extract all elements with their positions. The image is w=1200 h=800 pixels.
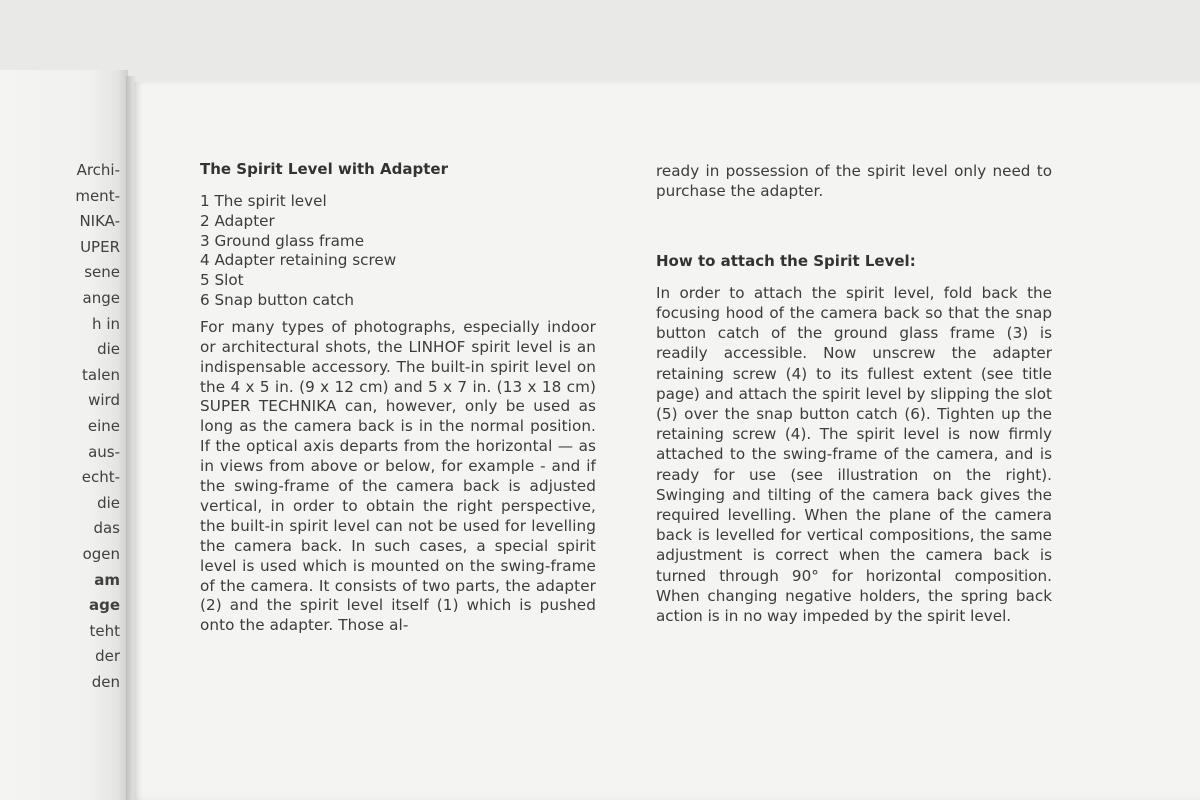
left-page-fragment: ment- xyxy=(75,186,120,205)
left-page-fragment: die xyxy=(97,340,120,359)
left-page-fragment: h in xyxy=(92,314,120,333)
part-item: 2 Adapter xyxy=(200,211,275,230)
attach-paragraph: In order to attach the spirit level, fold back the focusing hood of the camera back so that the snap button catch of the ground glass frame (3) is readily accessible. Now unscrew the adapter retaining screw (4) to its fullest extent (see title page) and attach the spirit level by slipping the slot (5) over the snap button catch (6). Tighten up the retaining screw (4). The spirit level is now firmly attached to the swing-frame of the camera, and is ready for use (see illustration on the right). Swinging and tilting of the camera back gives the required levelling. When the plane of the camera back is levelled for vertical compositions, the same adjustment is correct when the camera back is turned through 90° for horizontal composition. When changing negative holders, the spring back action is in no way impeded by the spirit level. xyxy=(656,283,1052,626)
intro-paragraph: For many types of photographs, especially indoor or architectural shots, the LINHOF spirit level is an indispensable accessory. The built-in spirit level on the 4 x 5 in. (9 x 12 cm) and 5 x 7 in. (13 x 18 cm) SUPER TECHNIKA can, however, only be used as long as the camera back is in the normal position. If the optical axis departs from the horizontal — as in views from above or below, for example - and if the swing-frame of the camera back is adjusted vertical, in order to obtain the right perspective, the built-in spirit level can not be used for levelling the camera back. In such cases, a special spirit level is used which is mounted on the swing-frame of the camera. It consists of two parts, the adapter (2) and the spirit level itself (1) which is pushed onto the adapter. Those al- xyxy=(200,317,596,635)
part-item: 1 The spirit level xyxy=(200,192,327,210)
left-page-fragment: die xyxy=(97,493,120,512)
part-item: 6 Snap button catch xyxy=(200,290,355,309)
left-page-fragment: echt- xyxy=(81,468,120,487)
left-column xyxy=(200,160,596,636)
left-page-fragment: ange xyxy=(82,288,120,307)
left-page-fragment: teht xyxy=(89,621,120,640)
right-page xyxy=(134,82,1200,800)
spirit-level-heading: The Spirit Level with Adapter xyxy=(200,160,448,178)
left-page-fragment: Archi- xyxy=(76,161,120,179)
left-page-fragment: ogen xyxy=(82,544,120,563)
left-page-fragment: eine xyxy=(87,416,120,435)
left-page-fragment: talen xyxy=(82,365,120,384)
left-page-text-fragments xyxy=(0,158,120,695)
left-page-fragment: wird xyxy=(88,391,120,410)
left-page-fragment: den xyxy=(91,672,120,691)
left-page-fragment: UPER xyxy=(80,237,120,256)
left-page-fragment: der xyxy=(95,647,120,666)
part-item: 5 Slot xyxy=(200,271,244,290)
part-item: 4 Adapter retaining screw xyxy=(200,251,397,270)
left-page-fragment: sene xyxy=(84,263,120,282)
left-page-fragment: am xyxy=(94,570,120,589)
parts-list xyxy=(200,192,596,311)
left-page-fragment: age xyxy=(88,596,120,615)
left-page-fragment: NIKA- xyxy=(79,212,120,231)
left-page xyxy=(0,70,128,800)
left-page-fragment: das xyxy=(93,519,120,538)
intro-paragraph-continued: ready in possession of the spirit level only need to purchase the adapter. xyxy=(656,162,1052,200)
right-column xyxy=(656,162,1052,626)
attach-heading: How to attach the Spirit Level: xyxy=(656,251,916,270)
left-page-fragment: aus- xyxy=(88,442,120,461)
part-item: 3 Ground glass frame xyxy=(200,231,365,250)
